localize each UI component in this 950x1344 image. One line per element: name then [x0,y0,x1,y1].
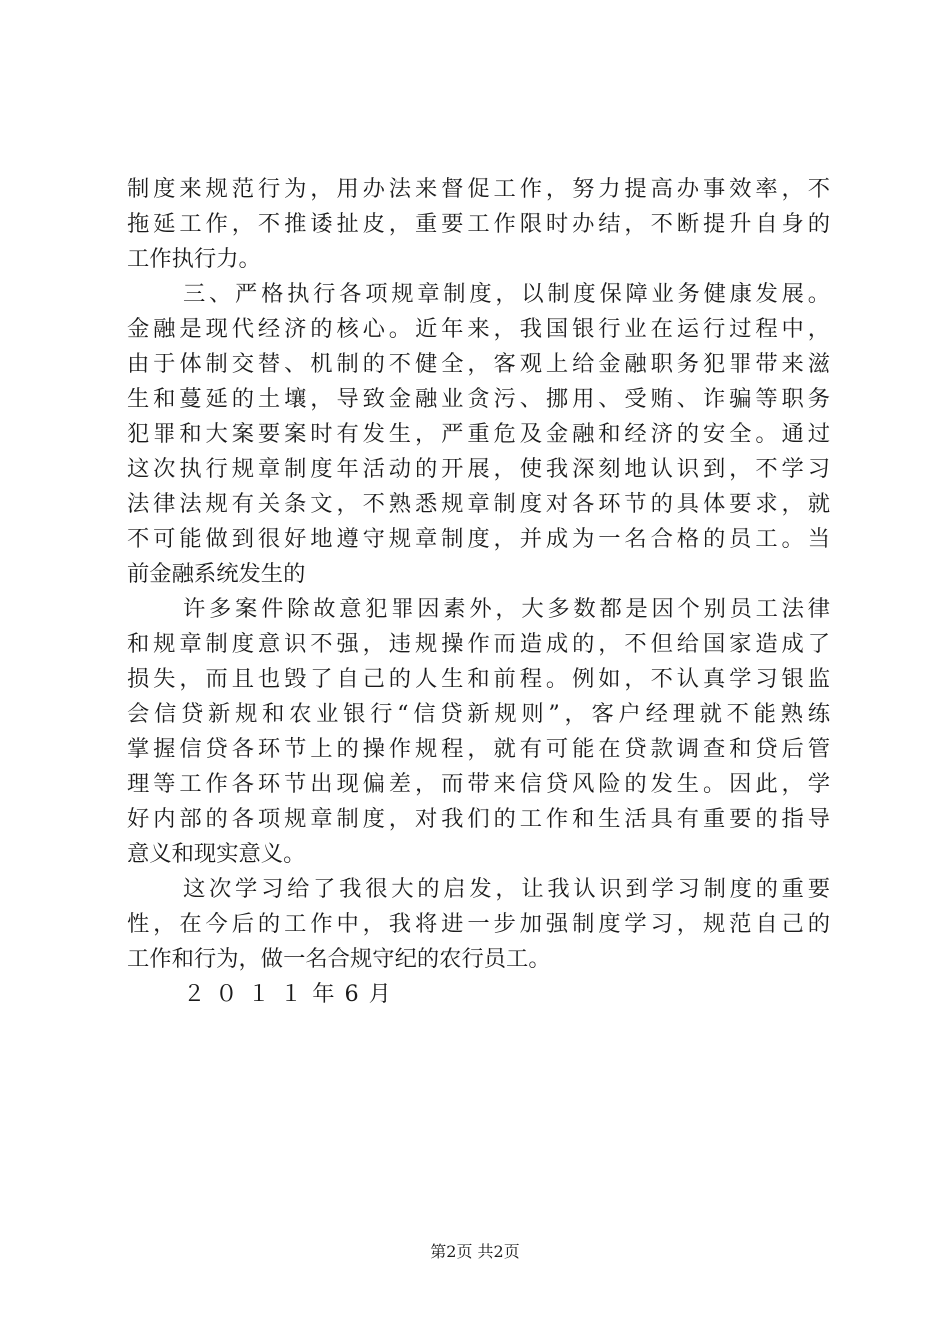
page-footer [0,1242,950,1262]
text-line: 掌握信贷各环节上的操作规程，就有可能在贷款调查和贷后管 [127,736,830,762]
text-line: 拖延工作，不推诿扯皮，重要工作限时办结，不断提升自身的 [127,211,830,237]
text-line: 好内部的各项规章制度，对我们的工作和生活具有重要的指导 [127,806,830,832]
text-line: 意义和现实意义。 [127,841,306,867]
text-line: 工作和行为，做一名合规守纪的农行员工。 [127,946,551,972]
document-body [127,172,830,1012]
text-line: 三、严格执行各项规章制度，以制度保障业务健康发展。 [183,281,830,307]
text-line: 制度来规范行为，用办法来督促工作，努力提高办事效率，不 [127,176,830,202]
text-line: 这次执行规章制度年活动的开展，使我深刻地认识到，不学习 [127,456,830,482]
page-number-label: 第2页 共2页 [430,1242,520,1261]
text-line: 生和蔓延的土壤，导致金融业贪污、挪用、受贿、诈骗等职务 [127,386,830,412]
document-date: ２０１１年6月 [183,981,401,1007]
text-line: 会信贷新规和农业银行“信贷新规则”，客户经理就不能熟练 [127,701,830,727]
text-line: 不可能做到很好地遵守规章制度，并成为一名合格的员工。当 [127,526,830,552]
text-line: 工作执行力。 [127,246,261,272]
text-line: 损失，而且也毁了自己的人生和前程。例如，不认真学习银监 [127,666,830,692]
text-line: 许多案件除故意犯罪因素外，大多数都是因个别员工法律 [183,596,830,622]
text-line: 性，在今后的工作中，我将进一步加强制度学习，规范自己的 [127,911,830,937]
text-line: 理等工作各环节出现偏差，而带来信贷风险的发生。因此，学 [127,771,830,797]
text-line: 前金融系统发生的 [127,561,306,587]
text-line: 和规章制度意识不强，违规操作而造成的，不但给国家造成了 [127,631,830,657]
text-line: 法律法规有关条文，不熟悉规章制度对各环节的具体要求，就 [127,491,830,517]
text-line: 这次学习给了我很大的启发，让我认识到学习制度的重要 [183,876,830,902]
text-line: 犯罪和大案要案时有发生，严重危及金融和经济的安全。通过 [127,421,830,447]
text-line: 由于体制交替、机制的不健全，客观上给金融职务犯罪带来滋 [127,351,830,377]
text-line: 金融是现代经济的核心。近年来，我国银行业在运行过程中， [127,316,830,342]
